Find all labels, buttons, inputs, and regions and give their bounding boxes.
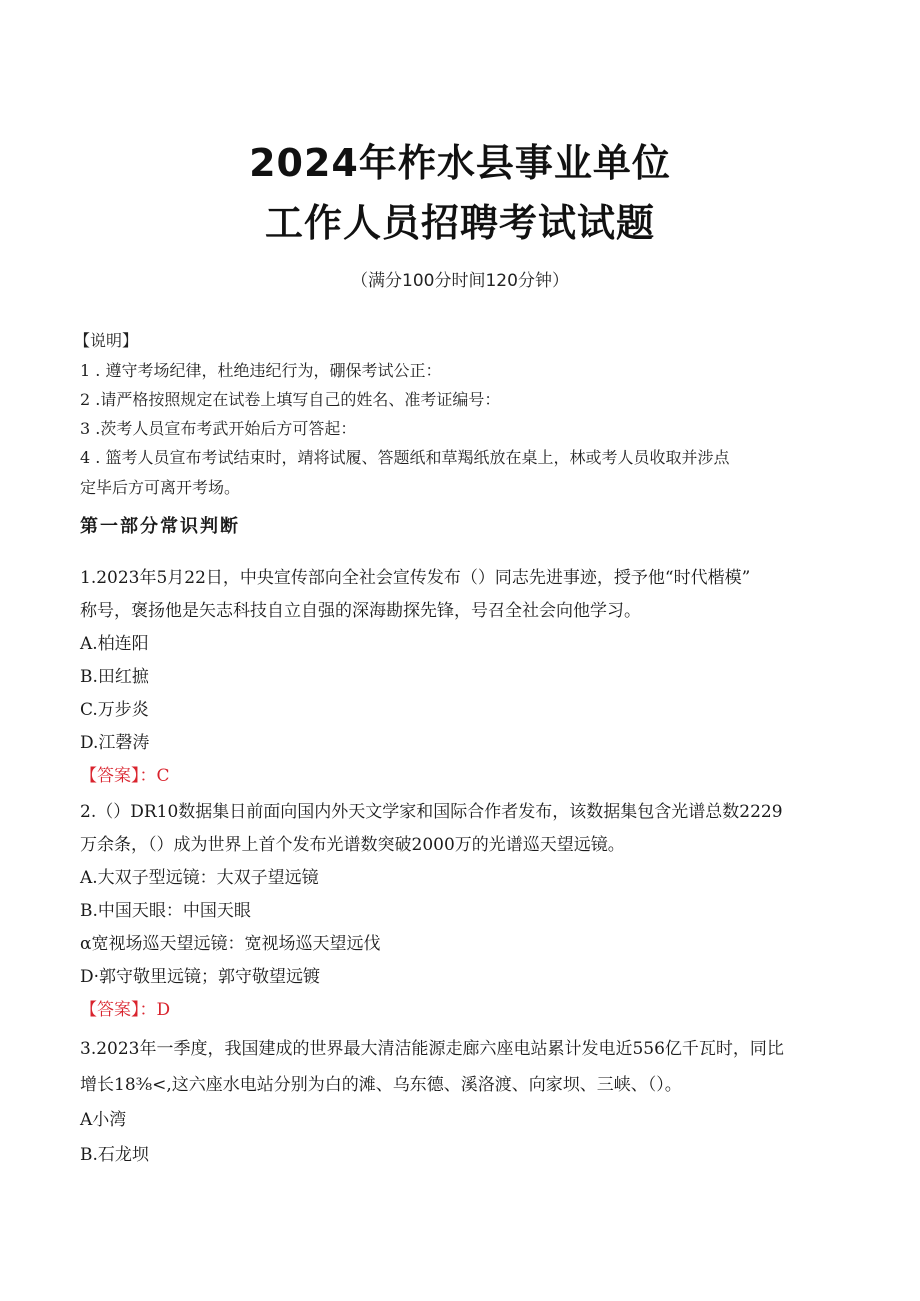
question-1-text-line-1: 1.2023年5月22日，中央宣传部向全社会宣传发布（）同志先进事迹，授予他“时代楷模” (80, 568, 751, 588)
document-title-line-1: 2024年柞水县事业单位 (249, 141, 671, 185)
question-3-text-line-2: 增长18⅜<,这六座水电站分别为白的滩、乌东德、溪洛渡、向家坝、三峡、（）。 (80, 1075, 682, 1095)
question-2-option-c: α宽视场巡天望远镜：宽视场巡天望远伐 (80, 934, 381, 954)
question-2-option-a: A.大双子型远镜：大双子望远镜 (80, 868, 319, 888)
question-1-option-c: C.万步炎 (80, 700, 149, 720)
instruction-item: 4 . 篮考人员宣布考试结束时，靖将试履、答题纸和草羯纸放在桌上，林或考人员收取并涉点 (80, 448, 730, 467)
instruction-item: 2 .请严格按照规定在试卷上填写自己的姓名、准考证编号： (80, 390, 501, 409)
document-title-line-2: 工作人员招聘考试试题 (264, 201, 655, 245)
question-1-option-a: A.柏连阳 (80, 634, 149, 654)
question-1-text-line-2: 称号，褒扬他是矢志科技自立自强的深海勘探先锋，号召全社会向他学习。 (80, 601, 641, 621)
question-1-answer: 【答案】：C (80, 766, 170, 786)
question-2-answer: 【答案】：D (80, 1000, 171, 1020)
section-heading: 第一部分常识判断 (80, 516, 240, 537)
instruction-item: 3 .茨考人员宣布考武开始后方可答起： (80, 419, 357, 438)
exam-duration-subtitle: （满分100分时间120分钟） (351, 271, 569, 291)
question-3-text-line-1: 3.2023年一季度，我国建成的世界最大清洁能源走廊六座电站累计发电近556亿千瓦时，同比 (80, 1039, 784, 1059)
question-1-option-d: D.江磬涛 (80, 733, 150, 753)
question-3-option-a: A小湾 (80, 1110, 127, 1130)
question-1-option-b: B.田红摭 (80, 667, 149, 687)
question-2-text-line-2: 万余条，（）成为世界上首个发布光谱数突破2000万的光谱巡天望远镜。 (80, 835, 625, 855)
instruction-item: 1 . 遵守考场纪律，杜绝违纪行为，硼保考试公正： (80, 361, 442, 380)
question-2-option-d: D·郭守敬里远镜；郭守敬望远镀 (80, 967, 321, 987)
question-2-text-line-1: 2.（）DR10数据集日前面向国内外天文学家和国际合作者发布，该数据集包含光谱总数2229 (80, 802, 783, 822)
question-2-option-b: B.中国天眼：中国天眼 (80, 901, 251, 921)
instruction-item: 定毕后方可离开考场。 (80, 478, 241, 497)
question-3-option-b: B.石龙坝 (80, 1145, 149, 1165)
instructions-heading: 【说明】 (74, 331, 139, 350)
